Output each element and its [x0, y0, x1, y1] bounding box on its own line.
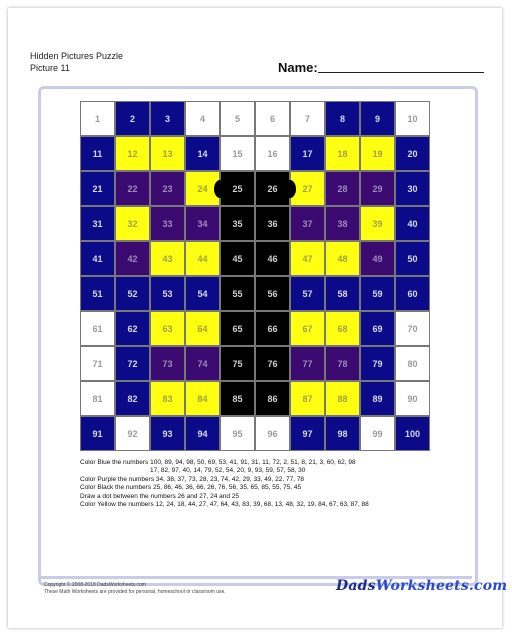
grid-cell-62: 62	[115, 311, 150, 346]
grid-cell-8: 8	[325, 101, 360, 136]
grid-cell-41: 41	[80, 241, 115, 276]
grid-cell-100: 100	[395, 416, 430, 451]
grid-cell-4: 4	[185, 101, 220, 136]
instructions	[80, 459, 440, 509]
grid-cell-92: 92	[115, 416, 150, 451]
grid-cell-97: 97	[290, 416, 325, 451]
grid-cell-61: 61	[80, 311, 115, 346]
grid-cell-31: 31	[80, 206, 115, 241]
grid-cell-76: 76	[255, 346, 290, 381]
grid-cell-84: 84	[185, 381, 220, 416]
grid-cell-54: 54	[185, 276, 220, 311]
instruction-purple: Color Purple the numbers 34, 38, 37, 73, 28, 23, 74, 42, 29, 33, 49, 22, 77, 78	[80, 475, 305, 483]
grid-cell-65: 65	[220, 311, 255, 346]
grid-cell-96: 96	[255, 416, 290, 451]
grid-cell-2: 2	[115, 101, 150, 136]
grid-cell-16: 16	[255, 136, 290, 171]
grid-cell-67: 67	[290, 311, 325, 346]
grid-cell-60: 60	[395, 276, 430, 311]
grid-cell-18: 18	[325, 136, 360, 171]
grid-cell-89: 89	[360, 381, 395, 416]
grid-cell-56: 56	[255, 276, 290, 311]
grid-cell-30: 30	[395, 171, 430, 206]
grid-cell-80: 80	[395, 346, 430, 381]
grid-cell-48: 48	[325, 241, 360, 276]
grid-cell-6: 6	[255, 101, 290, 136]
grid-cell-73: 73	[150, 346, 185, 381]
grid-cell-83: 83	[150, 381, 185, 416]
grid-cell-70: 70	[395, 311, 430, 346]
grid-cell-13: 13	[150, 136, 185, 171]
hundreds-grid	[80, 101, 430, 451]
grid-cell-5: 5	[220, 101, 255, 136]
grid-cell-32: 32	[115, 206, 150, 241]
grid-cell-58: 58	[325, 276, 360, 311]
grid-cell-37: 37	[290, 206, 325, 241]
grid-cell-15: 15	[220, 136, 255, 171]
grid-cell-87: 87	[290, 381, 325, 416]
grid-cell-52: 52	[115, 276, 150, 311]
grid-cell-28: 28	[325, 171, 360, 206]
grid-cell-74: 74	[185, 346, 220, 381]
grid-cell-51: 51	[80, 276, 115, 311]
grid-cell-88: 88	[325, 381, 360, 416]
copyright-text: Copyright © 2008-2018 DadsWorksheets.com	[44, 582, 146, 588]
grid-cell-7: 7	[290, 101, 325, 136]
grid-cell-36: 36	[255, 206, 290, 241]
grid-cell-49: 49	[360, 241, 395, 276]
instruction-draw: Draw a dot between the numbers 26 and 27, 24 and 25	[80, 492, 239, 500]
grid-cell-26: 26	[255, 171, 290, 206]
grid-cell-43: 43	[150, 241, 185, 276]
grid-cell-10: 10	[395, 101, 430, 136]
grid-cell-42: 42	[115, 241, 150, 276]
grid-cell-47: 47	[290, 241, 325, 276]
grid-cell-82: 82	[115, 381, 150, 416]
worksheet-title: Hidden Pictures Puzzle	[30, 51, 124, 61]
grid-cell-55: 55	[220, 276, 255, 311]
grid-cell-45: 45	[220, 241, 255, 276]
left-eye-dot	[214, 180, 226, 198]
grid-cell-93: 93	[150, 416, 185, 451]
grid-cell-79: 79	[360, 346, 395, 381]
grid-cell-50: 50	[395, 241, 430, 276]
grid-cell-9: 9	[360, 101, 395, 136]
grid-cell-33: 33	[150, 206, 185, 241]
grid-cell-17: 17	[290, 136, 325, 171]
site-logo[interactable]	[336, 578, 507, 594]
grid-cell-46: 46	[255, 241, 290, 276]
grid-cell-35: 35	[220, 206, 255, 241]
grid-cell-1: 1	[80, 101, 115, 136]
grid-cell-72: 72	[115, 346, 150, 381]
grid-cell-27: 27	[290, 171, 325, 206]
grid-cell-53: 53	[150, 276, 185, 311]
grid-cell-3: 3	[150, 101, 185, 136]
instruction-blue-cont: 17, 82, 97, 40, 14, 79, 52, 54, 20, 9, 93, 59, 57, 58, 30	[150, 467, 306, 475]
instruction-blue: Color Blue the numbers 100, 89, 94, 98, 50, 69, 53, 41, 91, 31, 11, 72, 2, 51, 8, 21, 3, 60, 62, 98	[80, 459, 356, 466]
grid-cell-11: 11	[80, 136, 115, 171]
grid-cell-64: 64	[185, 311, 220, 346]
grid-cell-78: 78	[325, 346, 360, 381]
copyright	[44, 582, 226, 596]
grid-cell-63: 63	[150, 311, 185, 346]
grid-cell-22: 22	[115, 171, 150, 206]
right-eye-dot	[284, 180, 296, 198]
grid-cell-19: 19	[360, 136, 395, 171]
grid-cell-38: 38	[325, 206, 360, 241]
grid-cell-69: 69	[360, 311, 395, 346]
grid-cell-34: 34	[185, 206, 220, 241]
grid-cell-81: 81	[80, 381, 115, 416]
name-label: Name:	[278, 60, 318, 75]
grid-cell-29: 29	[360, 171, 395, 206]
grid-cell-75: 75	[220, 346, 255, 381]
grid-cell-20: 20	[395, 136, 430, 171]
grid-cell-59: 59	[360, 276, 395, 311]
grid-cell-23: 23	[150, 171, 185, 206]
grid-cell-77: 77	[290, 346, 325, 381]
grid-cell-98: 98	[325, 416, 360, 451]
grid-cell-94: 94	[185, 416, 220, 451]
grid-cell-14: 14	[185, 136, 220, 171]
worksheet-subtitle: Picture 11	[30, 63, 70, 73]
grid-cell-12: 12	[115, 136, 150, 171]
grid-cell-85: 85	[220, 381, 255, 416]
logo-part-b: Worksheets.com	[375, 578, 508, 594]
grid-cell-57: 57	[290, 276, 325, 311]
grid-cell-40: 40	[395, 206, 430, 241]
grid-cell-90: 90	[395, 381, 430, 416]
grid-cell-24: 24	[185, 171, 220, 206]
grid-cell-39: 39	[360, 206, 395, 241]
grid-cell-66: 66	[255, 311, 290, 346]
grid-cell-21: 21	[80, 171, 115, 206]
grid-cell-99: 99	[360, 416, 395, 451]
usage-note: These Math Worksheets are provided for personal, homeschool or classroom use.	[44, 589, 226, 595]
logo-part-a: Dads	[336, 578, 376, 594]
grid-cell-25: 25	[220, 171, 255, 206]
worksheet-header	[30, 50, 123, 74]
grid-cell-86: 86	[255, 381, 290, 416]
grid-cell-71: 71	[80, 346, 115, 381]
instruction-yellow: Color Yellow the numbers 12, 24, 18, 44, 27, 47, 64, 43, 83, 39, 68, 13, 48, 32, 19, 84, 67, 63, 87, 88	[80, 501, 369, 509]
instruction-black: Color Black the numbers 25, 86, 46, 36, 66, 26, 76, 56, 35, 65, 85, 55, 75, 45	[80, 484, 302, 492]
grid-cell-91: 91	[80, 416, 115, 451]
grid-cell-95: 95	[220, 416, 255, 451]
grid-cell-68: 68	[325, 311, 360, 346]
name-line	[318, 72, 484, 73]
grid-cell-44: 44	[185, 241, 220, 276]
